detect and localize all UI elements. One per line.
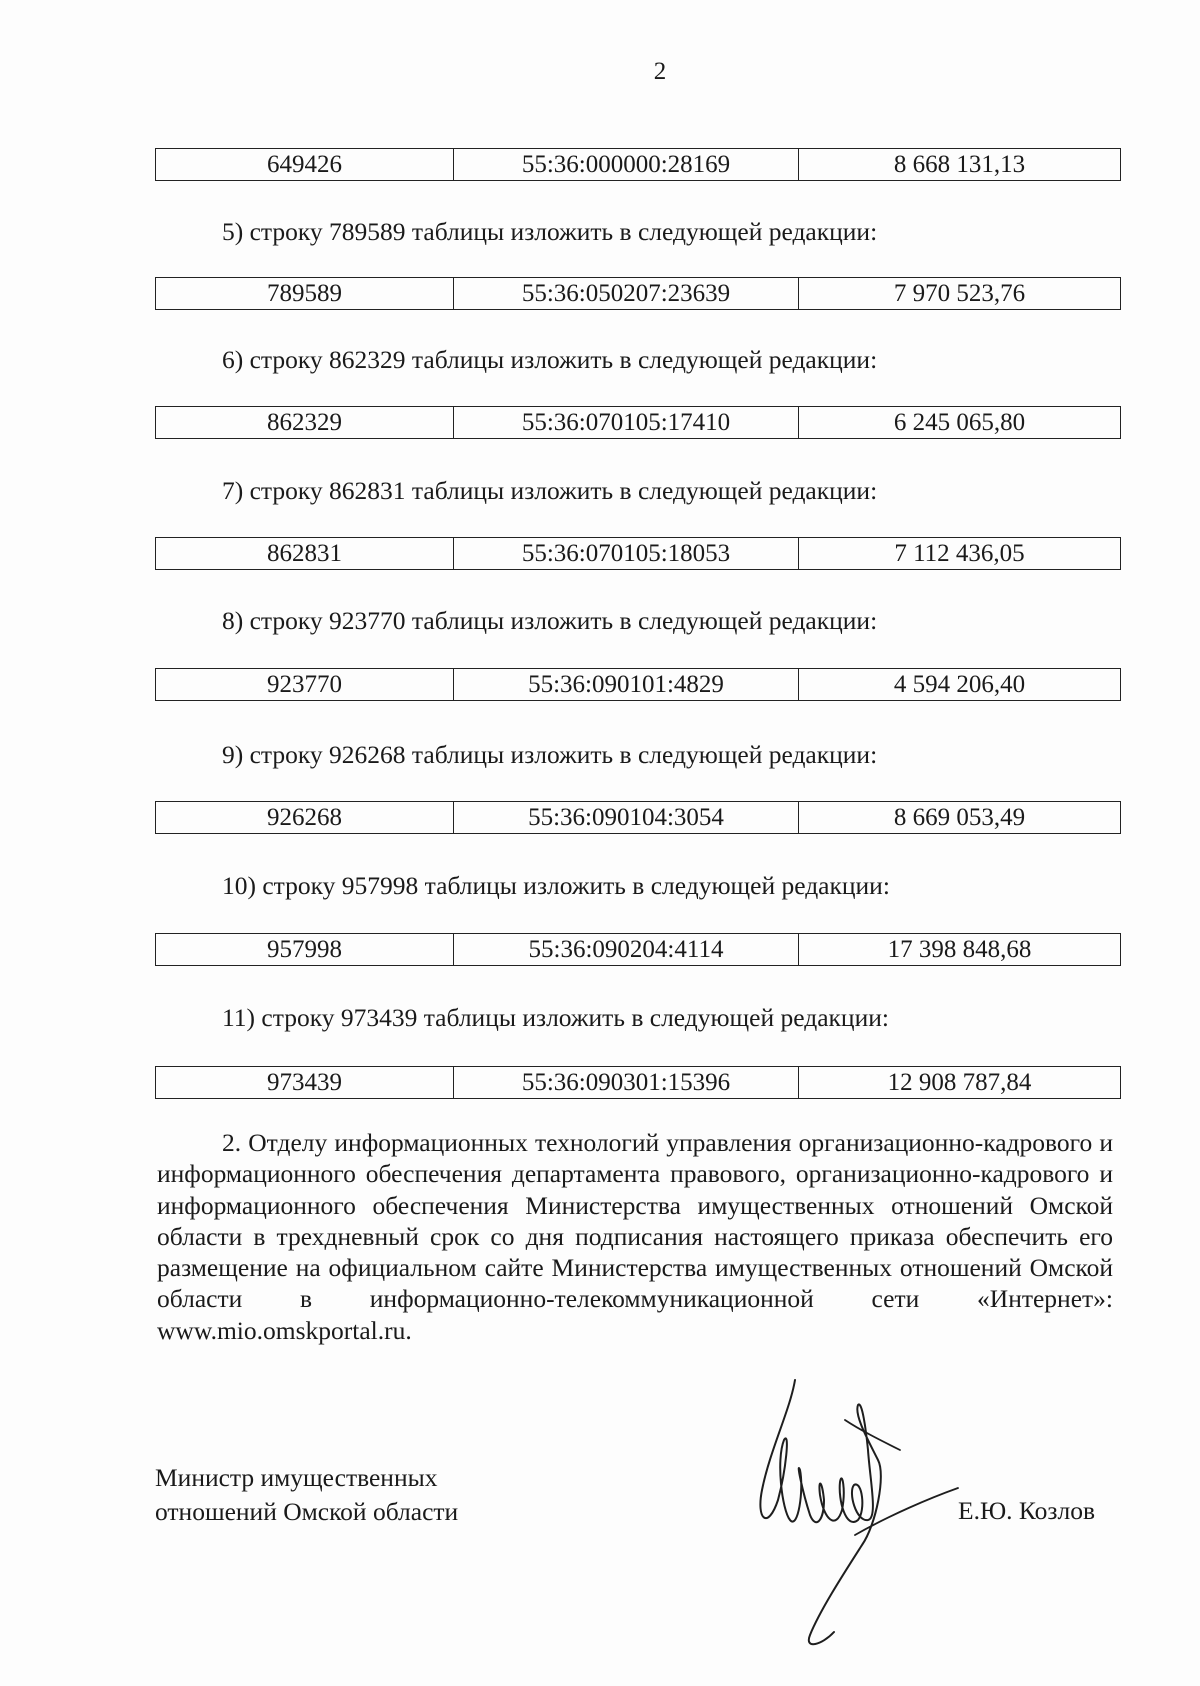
row-id: 923770 [156,669,454,700]
cadastral-number: 55:36:090204:4114 [454,934,799,965]
page-number: 2 [653,58,667,85]
cadastral-number: 55:36:090104:3054 [454,802,799,833]
cadastral-value: 8 668 131,13 [893,150,1026,178]
signer-title-line1: Министр имущественных [155,1463,438,1492]
cadastral-number: 55:36:090301:15396 [454,1067,799,1098]
instruction-text: 10) строку 957998 таблицы изложить в следующей редакции: [222,871,890,900]
cadastral-number: 55:36:070105:17410 [454,407,799,438]
cadastral-value: 7 112 436,05 [894,539,1025,567]
instruction-text: 7) строку 862831 таблицы изложить в следующей редакции: [222,476,878,505]
cadastral-number: 55:36:050207:23639 [454,278,799,309]
instruction-text: 9) строку 926268 таблицы изложить в следующей редакции: [222,740,878,769]
handwritten-signature [750,1370,960,1660]
cadastral-number: 55:36:000000:28169 [454,149,799,180]
row-id: 926268 [156,802,454,833]
cadastral-value: 7 970 523,76 [893,279,1026,307]
cadastral-value: 4 594 206,40 [893,670,1026,698]
table-row [155,933,1121,966]
table-row [155,537,1121,570]
row-id: 957998 [156,934,454,965]
row-id: 973439 [156,1067,454,1098]
cadastral-value: 12 908 787,84 [887,1068,1032,1096]
row-id: 649426 [156,149,454,180]
instruction-text: 5) строку 789589 таблицы изложить в следующей редакции: [222,217,878,246]
paragraph-2: 2. Отделу информационных технологий управления организационно-кадрового и информационного обеспечения департамента правового, организационно-кадрового и информационного обеспечения Министерства имущественных отношений Омской области в трехдневный срок со дня подписания настоящего приказа обеспечить его размещение на официальном сайте Министерства имущественных отношений Омской области в информационно-телекоммуникационной сети «Интернет»: www.mio.omskportal.ru. [157,1128,1113,1345]
row-id: 862831 [156,538,454,569]
signer-title [155,1461,458,1529]
row-id: 789589 [156,278,454,309]
instruction-text: 6) строку 862329 таблицы изложить в следующей редакции: [222,345,878,374]
table-row [155,801,1121,834]
cadastral-value: 6 245 065,80 [893,408,1026,436]
instruction-text: 8) строку 923770 таблицы изложить в следующей редакции: [222,606,878,635]
row-id: 862329 [156,407,454,438]
signer-name: Е.Ю. Козлов [958,1496,1095,1525]
cadastral-number: 55:36:070105:18053 [454,538,799,569]
instruction-text: 11) строку 973439 таблицы изложить в следующей редакции: [222,1003,889,1032]
cadastral-number: 55:36:090101:4829 [454,669,799,700]
cadastral-value: 17 398 848,68 [887,935,1032,963]
table-row [155,148,1121,181]
table-row [155,668,1121,701]
signer-title-line2: отношений Омской области [155,1497,459,1526]
table-row [155,1066,1121,1099]
cadastral-value: 8 669 053,49 [893,803,1026,831]
table-row [155,277,1121,310]
table-row [155,406,1121,439]
